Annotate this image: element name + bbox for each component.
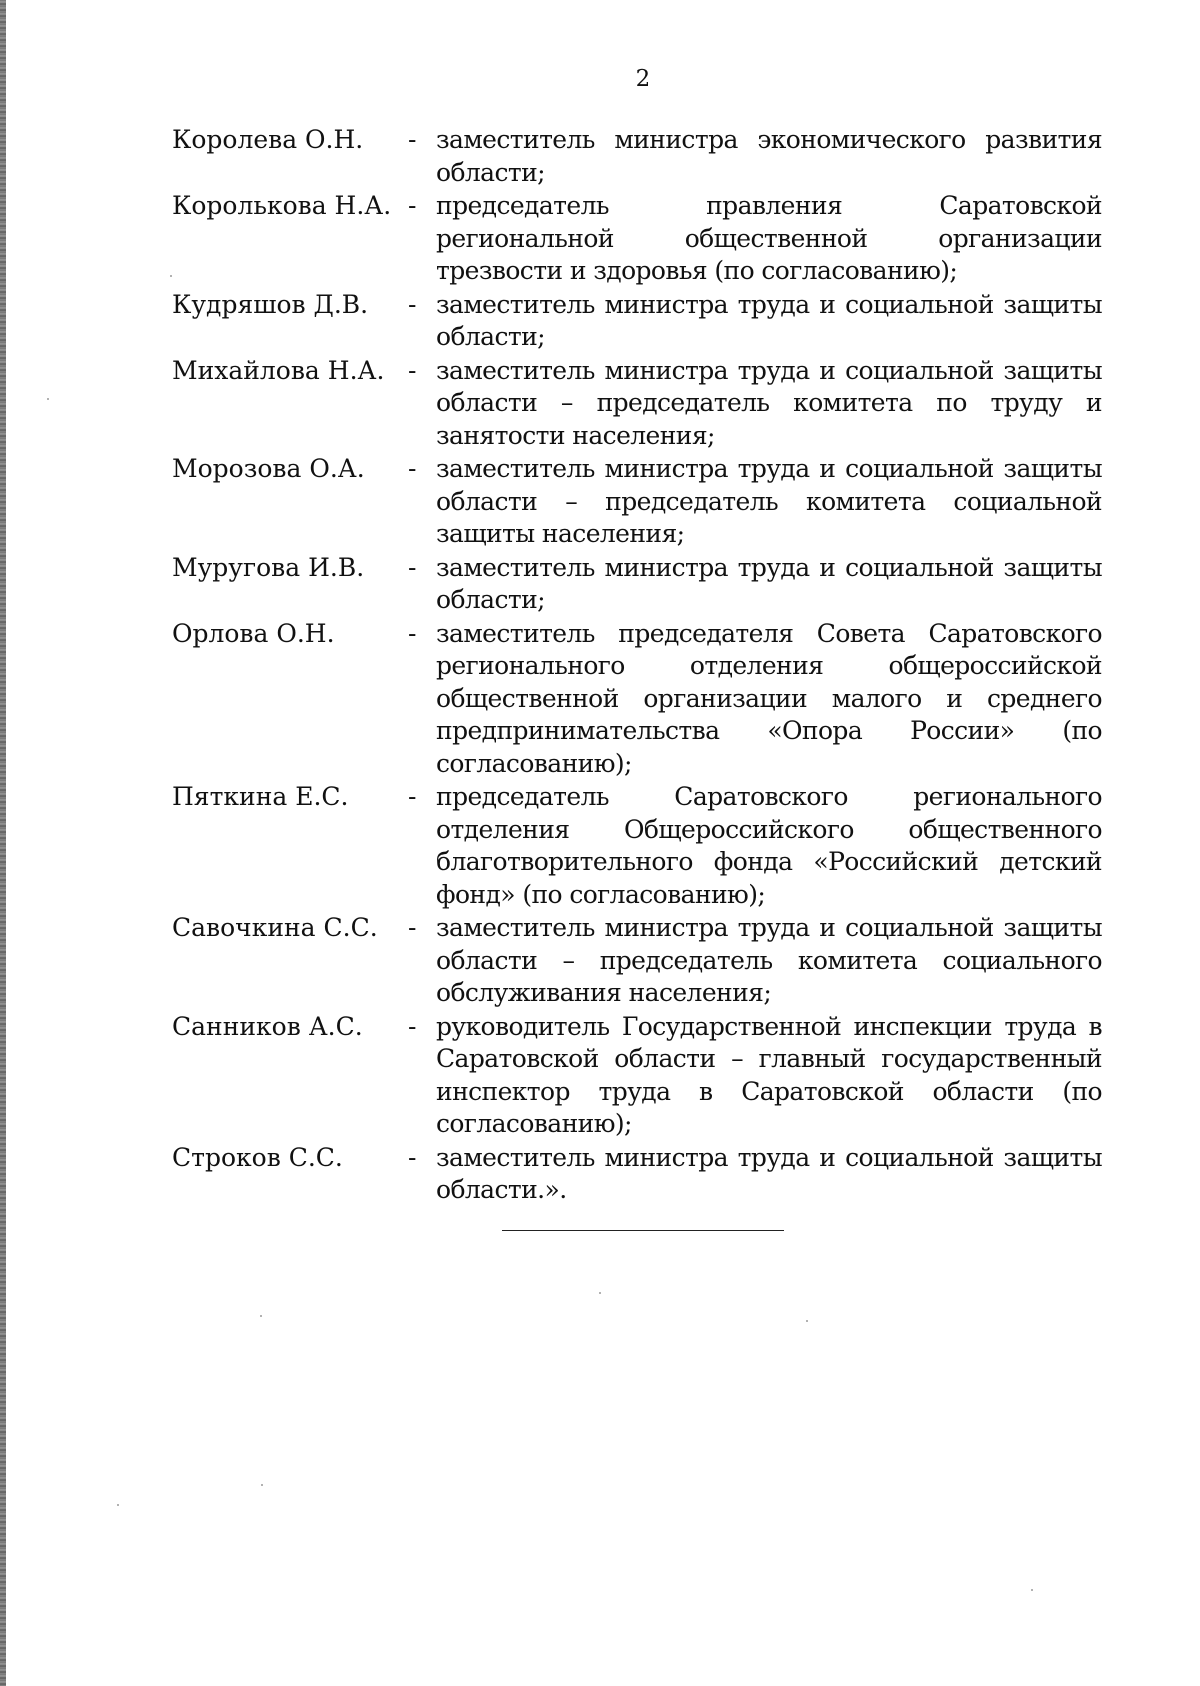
member-name: Пяткина Е.С. [172, 782, 349, 811]
member-dash: - [408, 1142, 417, 1172]
scan-speck [117, 1504, 119, 1506]
member-role: заместитель министра труда и социальной защиты области; [436, 552, 1102, 614]
scan-edge [0, 0, 6, 1686]
page-number: 2 [635, 66, 651, 92]
member-row [172, 355, 1102, 453]
member-dash: - [408, 1011, 417, 1041]
member-dash: - [408, 454, 417, 483]
member-dash: - [408, 618, 417, 648]
member-list [172, 124, 1102, 1208]
member-name: Савочкина С.С. [172, 913, 378, 942]
member-row [172, 190, 1102, 288]
scan-speck [599, 1292, 601, 1294]
member-name: Орлова О.Н. [172, 618, 335, 648]
scan-speck [1031, 1589, 1033, 1591]
scan-speck [806, 1320, 808, 1322]
member-dash: - [408, 782, 417, 811]
member-role: заместитель министра труда и социальной защиты области; [436, 289, 1102, 351]
scan-speck [261, 1484, 263, 1486]
member-dash: - [408, 913, 417, 942]
member-row [172, 1011, 1102, 1141]
closing-rule [502, 1230, 784, 1231]
member-role: заместитель председателя Совета Саратовского регионального отделения общероссийской общественной организации малого и среднего предпринимательства «Опора России» (по согласованию); [436, 618, 1102, 778]
member-role: заместитель министра труда и социальной защиты области – председатель комитета социальной защиты населения; [436, 454, 1102, 548]
member-role: заместитель министра труда и социальной защиты области.». [436, 1142, 1102, 1204]
member-role: заместитель министра экономического развития области; [436, 125, 1102, 187]
member-row [172, 618, 1102, 781]
member-name: Королькова Н.А. [172, 191, 392, 220]
member-row [172, 124, 1102, 189]
member-row [172, 289, 1102, 354]
member-row [172, 912, 1102, 1010]
member-role: председатель Саратовского регионального отделения Общероссийского общественного благотворительного фонда «Российский детский фонд» (по согласованию); [436, 782, 1102, 909]
member-name: Королева О.Н. [172, 125, 364, 154]
member-name: Санников А.С. [172, 1011, 363, 1041]
member-dash: - [408, 289, 417, 319]
member-dash: - [408, 125, 417, 154]
member-dash: - [408, 552, 417, 582]
member-role: заместитель министра труда и социальной защиты области – председатель комитета социального обслуживания населения; [436, 913, 1102, 1007]
member-role: руководитель Государственной инспекции труда в Саратовской области – главный государственный инспектор труда в Саратовской области (по согласованию); [436, 1011, 1102, 1138]
scan-speck [47, 398, 49, 400]
member-dash: - [408, 355, 417, 385]
member-role: председатель правления Саратовской региональной общественной организации трезвости и здоровья (по согласованию); [436, 191, 1102, 285]
scan-speck [260, 1315, 262, 1317]
member-role: заместитель министра труда и социальной защиты области – председатель комитета по труду и занятости населения; [436, 355, 1102, 450]
scan-speck [170, 275, 172, 277]
member-name: Морозова О.А. [172, 454, 365, 483]
member-dash: - [408, 191, 417, 220]
member-row [172, 1142, 1102, 1207]
member-name: Михайлова Н.А. [172, 355, 385, 385]
member-name: Муругова И.В. [172, 552, 365, 582]
member-row [172, 781, 1102, 911]
member-name: Строков С.С. [172, 1142, 343, 1172]
member-row [172, 453, 1102, 551]
member-row [172, 552, 1102, 617]
member-name: Кудряшов Д.В. [172, 289, 369, 319]
